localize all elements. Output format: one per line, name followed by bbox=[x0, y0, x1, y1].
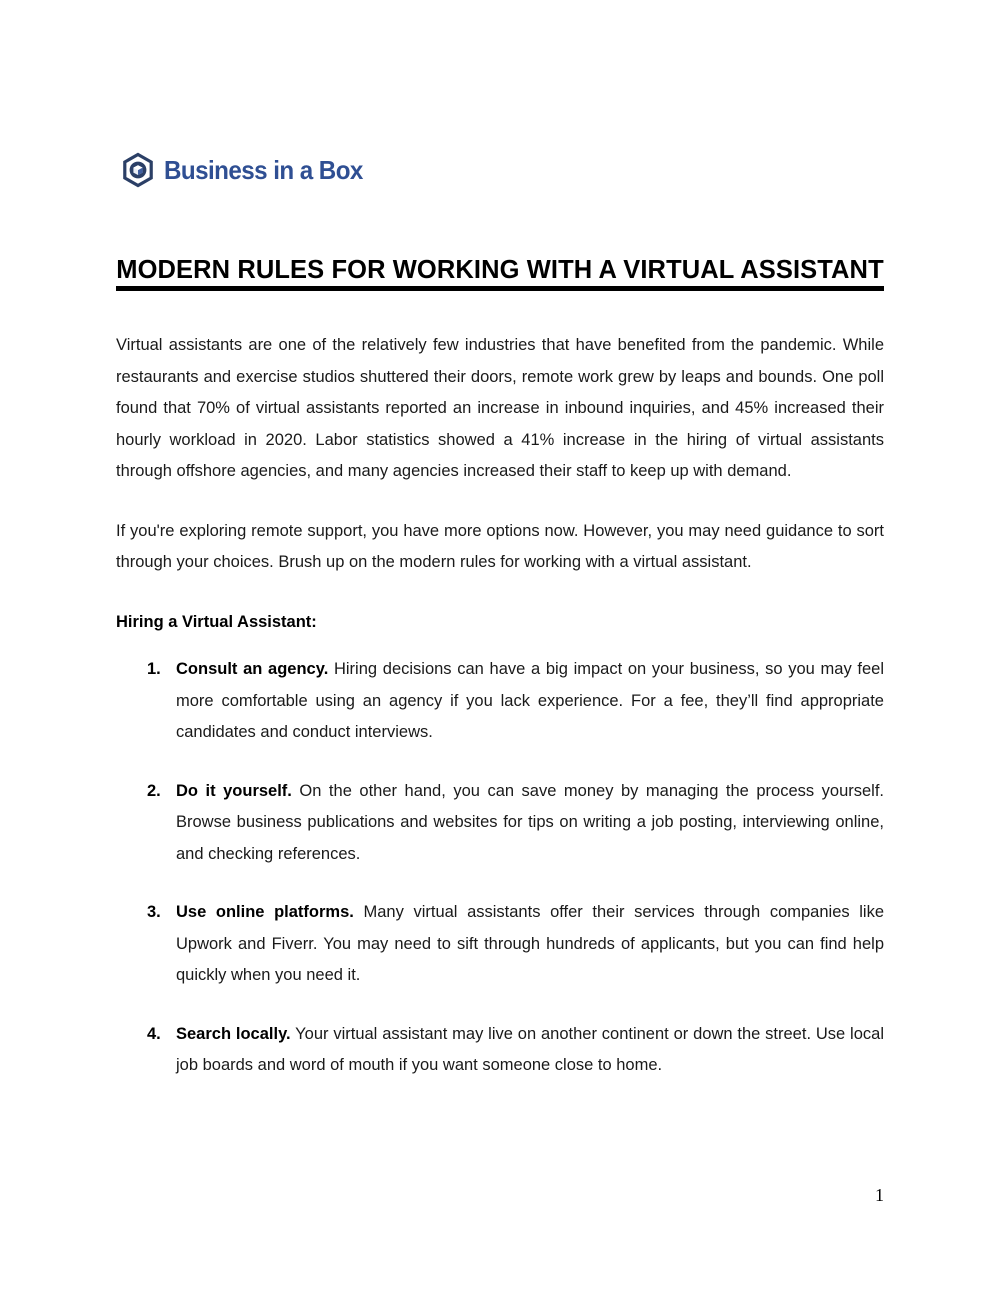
list-item-lead: Use online platforms. bbox=[176, 903, 354, 921]
list-item-number: 4. bbox=[147, 1024, 161, 1043]
list-item-text: Many virtual assistants offer their services through companies like Upwork and Fiverr. You may need to sift through hundreds of applicants, but you can find help quickly when you need it. bbox=[176, 903, 885, 984]
paragraph-1: Virtual assistants are one of the relatively few industries that have benefited from the pandemic. While restaurants and exercise studios shuttered their doors, remote work grew by leaps and bounds. One poll found that 70% of virtual assistants reported an increase in inbound inquiries, and 45% increased their hourly workload in 2020. Labor statistics showed a 41% increase in the hiring of virtual assistants through offshore agencies, and many agencies increased their staff to keep up with demand. bbox=[116, 336, 884, 480]
list-item-number: 1. bbox=[147, 660, 161, 678]
list-item bbox=[116, 1019, 884, 1082]
list-item-lead: Do it yourself. bbox=[176, 781, 292, 800]
document-body bbox=[116, 330, 884, 1082]
page-number: 1 bbox=[875, 1185, 884, 1205]
paragraph-2: If you're exploring remote support, you have more options now. However, you may need guidance to sort through your choices. Brush up on the modern rules for working with a virtual assistant. bbox=[116, 521, 884, 571]
page-title: MODERN RULES FOR WORKING WITH A VIRTUAL ASSISTANT bbox=[116, 256, 884, 285]
list-item-lead: Consult an agency. bbox=[176, 660, 329, 678]
list-item-number: 3. bbox=[147, 903, 161, 921]
list-item bbox=[116, 776, 884, 871]
brand-logo bbox=[120, 152, 378, 188]
rules-list bbox=[116, 654, 884, 1082]
list-item-number: 2. bbox=[147, 781, 161, 800]
list-item-text: Hiring decisions can have a big impact on your business, so you may feel more comfortable using an agency if you lack experience. For a fee, they’ll find appropriate candidates and conduct interviews. bbox=[176, 660, 884, 741]
list-item bbox=[116, 654, 884, 749]
list-item-lead: Search locally. bbox=[176, 1024, 291, 1043]
brand-name: Business in a Box bbox=[164, 155, 363, 185]
list-item-text: On the other hand, you can save money by managing the process yourself. Browse business publications and websites for tips on writing a job posting, interviewing online, and checking references. bbox=[176, 781, 885, 863]
title-divider bbox=[116, 286, 884, 291]
list-item bbox=[116, 897, 884, 992]
list-item-text: Your virtual assistant may live on another continent or down the street. Use local job boards and word of mouth if you want someone close to home. bbox=[176, 1024, 884, 1074]
section-heading: Hiring a Virtual Assistant: bbox=[116, 612, 317, 631]
hexagon-cube-logo-icon bbox=[120, 152, 156, 188]
